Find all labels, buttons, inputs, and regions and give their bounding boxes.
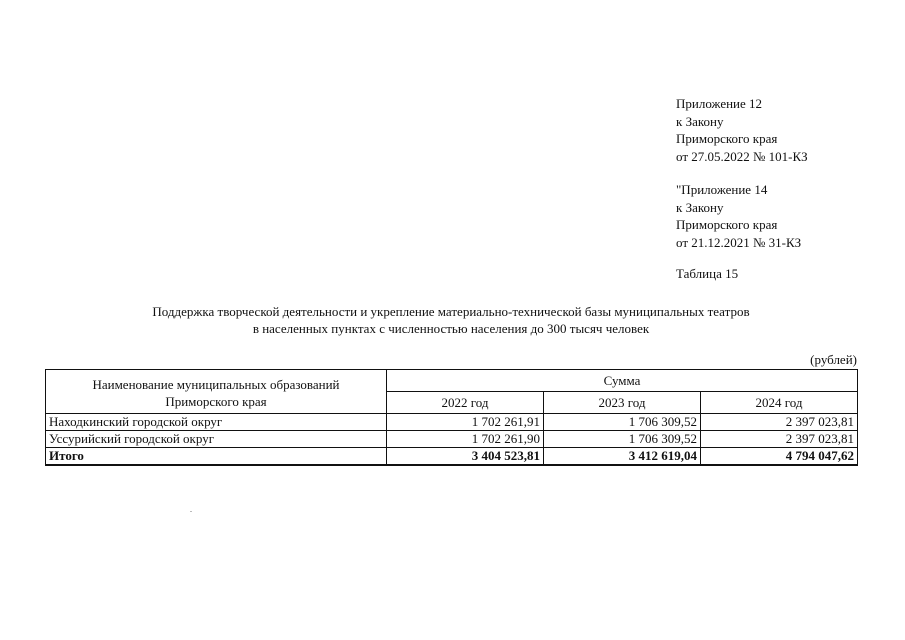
appendix-previous-number: "Приложение 14 [676, 182, 768, 197]
header-municipality [46, 370, 387, 414]
budget-table [45, 369, 858, 466]
total-label: Итого [46, 448, 387, 466]
document-title-line-2: в населенных пунктах с численностью населения до 300 тысяч человек [252, 321, 650, 336]
header-municipality-line-1: Наименование муниципальных образований [92, 376, 340, 392]
appendix-previous-law-label: к Закону [676, 199, 724, 215]
scan-speck [190, 511, 192, 512]
row-value-2023: 1 706 309,52 [544, 414, 701, 431]
table-row [46, 414, 858, 431]
unit-label: (рублей) [810, 352, 857, 367]
document-title [45, 303, 857, 337]
total-value-2024: 4 794 047,62 [701, 448, 858, 466]
appendix-previous-reference [676, 181, 896, 251]
total-value-2023: 3 412 619,04 [544, 448, 701, 466]
row-value-2022: 1 702 261,91 [387, 414, 544, 431]
header-municipality-line-2: Приморского края [165, 393, 267, 409]
total-value-2022: 3 404 523,81 [387, 448, 544, 466]
header-year-2024: 2024 год [701, 392, 858, 414]
total-row [46, 448, 858, 466]
row-value-2024: 2 397 023,81 [701, 414, 858, 431]
table-number: Таблица 15 [676, 266, 739, 281]
appendix-previous-region: Приморского края [676, 217, 778, 232]
row-value-2024: 2 397 023,81 [701, 431, 858, 448]
document-title-line-1: Поддержка творческой деятельности и укрепление материально-технической базы муниципальных театров [152, 304, 750, 319]
appendix-current-reference [676, 95, 896, 165]
row-municipality-name: Уссурийский городской округ [46, 431, 387, 448]
header-year-2022: 2022 год [387, 392, 544, 414]
appendix-current-law-label: к Закону [676, 113, 724, 129]
header-sum: Сумма [387, 370, 858, 392]
appendix-current-region: Приморского края [676, 131, 778, 146]
table-row [46, 431, 858, 448]
appendix-previous-date: от 21.12.2021 № 31-КЗ [676, 234, 802, 250]
row-value-2022: 1 702 261,90 [387, 431, 544, 448]
header-year-2023: 2023 год [544, 392, 701, 414]
row-value-2023: 1 706 309,52 [544, 431, 701, 448]
appendix-current-number: Приложение 12 [676, 96, 763, 111]
appendix-current-date: от 27.05.2022 № 101-КЗ [676, 148, 808, 164]
row-municipality-name: Находкинский городской округ [46, 414, 387, 431]
